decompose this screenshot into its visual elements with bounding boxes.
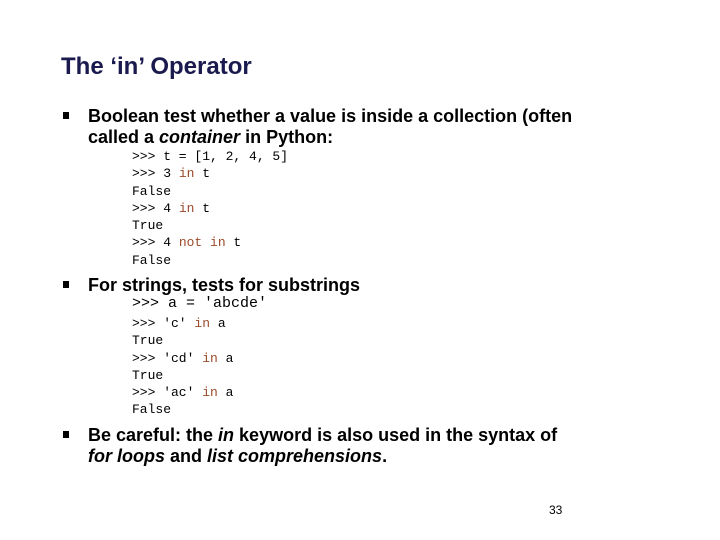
code-line [132, 384, 233, 401]
code-text: >>> 'ac' [132, 385, 203, 401]
code-text: t [225, 235, 242, 251]
code-block-2-first-line: >>> a = 'abcde' [132, 295, 268, 312]
code-text: True [132, 367, 164, 383]
bullet-3-emphasis-in: in [218, 425, 235, 445]
bullet-3-line-2 [88, 446, 557, 467]
code-line [132, 165, 288, 182]
code-line [132, 183, 288, 200]
code-text: t [194, 166, 211, 182]
code-line [132, 234, 288, 251]
bullet-3-emphasis-for-loops: for loops [88, 446, 165, 466]
bullet-1-line-2-end: in Python: [240, 127, 334, 147]
bullet-1-text [88, 106, 572, 148]
code-keyword: in [194, 316, 211, 331]
bullet-square-icon [63, 281, 69, 288]
bullet-3-emphasis-list-comprehensions: list comprehensions [207, 446, 383, 466]
code-text: a [217, 385, 234, 401]
code-text: True [132, 218, 164, 234]
code-keyword: in [178, 200, 195, 216]
code-line [132, 401, 233, 418]
bullet-2-text: For strings, tests for substrings [88, 275, 361, 295]
code-block-1 [132, 148, 288, 269]
bullet-1-emphasis: container [159, 127, 241, 147]
code-text: a [210, 316, 226, 331]
code-line [132, 252, 288, 269]
code-text: False [132, 402, 172, 418]
bullet-square-icon [63, 431, 69, 438]
bullet-1-line-1: Boolean test whether a value is inside a collection (often [88, 106, 573, 126]
code-text: >>> 3 [132, 166, 179, 182]
code-text: >>> 4 [132, 235, 179, 251]
code-line [132, 315, 233, 332]
code-block-2 [132, 315, 233, 419]
bullet-square-icon [63, 112, 69, 119]
bullet-3-line-1-start: Be careful: the [88, 425, 219, 445]
bullet-1-line-2 [88, 127, 572, 148]
code-keyword: in [178, 166, 195, 182]
code-line [132, 200, 288, 217]
bullet-1-line-2-start: called a [88, 127, 160, 147]
code-text: >>> 'c' [132, 316, 195, 331]
bullet-3-period: . [382, 446, 388, 466]
code-line [132, 350, 233, 367]
code-text: False [132, 183, 172, 199]
code-text: >>> 4 [132, 200, 179, 216]
code-line [132, 148, 288, 165]
code-text: False [132, 252, 172, 268]
code-line [132, 332, 233, 349]
code-text: >>> t = [1, 2, 4, 5] [132, 149, 289, 164]
code-text: True [132, 333, 164, 349]
bullet-3-text [88, 425, 557, 467]
code-text: a [217, 350, 234, 366]
bullet-3-line-1-end: keyword is also used in the syntax of [234, 425, 558, 445]
code-keyword: in [202, 350, 218, 366]
code-line [132, 217, 288, 234]
code-keyword: in [202, 385, 218, 401]
page-number: 33 [549, 503, 563, 517]
bullet-3-line-1 [88, 425, 557, 446]
bullet-3-and: and [165, 446, 208, 466]
slide-title: The ‘in’ Operator [61, 53, 252, 80]
code-text: t [194, 200, 211, 216]
code-keyword: not in [178, 235, 226, 251]
code-line [132, 367, 233, 384]
code-text: >>> 'cd' [132, 350, 203, 366]
